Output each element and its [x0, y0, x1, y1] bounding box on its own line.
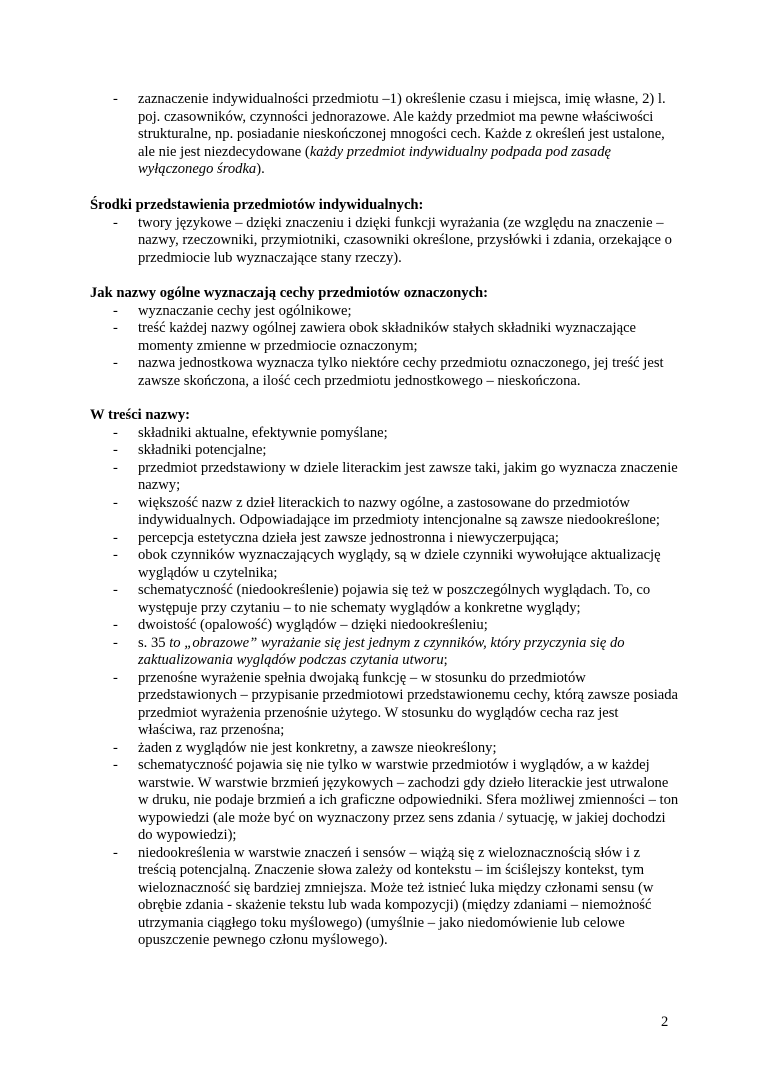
list-item: - niedookreślenia w warstwie znaczeń i sensów – wiążą się z wieloznacznością słów i z treścią potencjalną. Znaczenie słowa zależy od kontekstu – im ściślejszy kontekst, tym wieloznaczność się bardziej zmniejsza. Może też istnieć luka między członami sensu (w obrębie zdania - skażenie tekstu lub wada kompozycji) (między zdaniami – niemożność utrzymania ciągłego toku myślowego) (umyślnie – jako niedomówienie lub celowe opuszczenie pewnego członu myślowego).: [90, 845, 680, 950]
section-heading: Środki przedstawienia przedmiotów indywidualnych:: [90, 197, 424, 213]
intro-italic-text: każdy przedmiot indywidualny podpada pod zasadę wyłączonego środka: [138, 143, 611, 177]
list-item: - większość nazw z dzieł literackich to nazwy ogólne, a zastosowane do przedmiotów indywidualnych. Odpowiadające im przedmioty intencjonalne są zawsze niedookreślone;: [90, 495, 680, 530]
list-item: - żaden z wyglądów nie jest konkretny, a zawsze nieokreślony;: [90, 740, 680, 758]
list-item: - obok czynników wyznaczających wyglądy, są w dziele czynniki wywołujące aktualizację wyglądów u czytelnika;: [90, 547, 680, 582]
list-item: - dwoistość (opalowość) wyglądów – dzięki niedookreśleniu;: [90, 617, 680, 635]
quote-suffix: ;: [443, 652, 448, 668]
list-item: - percepcja estetyczna dzieła jest zawsze jednostronna i niewyczerpująca;: [90, 530, 680, 548]
list-item: - przedmiot przedstawiony w dziele literackim jest zawsze taki, jakim go wyznacza znaczenie nazwy;: [90, 460, 680, 495]
section-heading: W treści nazwy:: [90, 407, 190, 423]
list-item: - przenośne wyrażenie spełnia dwojaką funkcję – w stosunku do przedmiotów przedstawionych – przypisanie przedmiotowi przedstawionemu cechy, którą zawsze posiada przedmiot wyrażenia przenośnie użytego. W stosunku do wyglądów cecha raz jest właściwa, raz przenośna;: [90, 670, 680, 740]
intro-end-text: ).: [256, 161, 265, 177]
intro-list: [90, 91, 680, 179]
list-item: - składniki aktualne, efektywnie pomyślane;: [90, 425, 680, 443]
list-item: [90, 635, 680, 670]
intro-text: zaznaczenie indywidualności przedmiotu –1) określenie czasu i miejsca, imię własne, 2) l. poj. czasowników, czynności jednorazowe. Ale każdy przedmiot ma pewne właściwości strukturalne, np. posiadanie nieskończonej mnogości cech. Każde z określeń jest ustalone, ale nie jest niezdecydowane (: [138, 91, 666, 160]
section-heading: Jak nazwy ogólne wyznaczają cechy przedmiotów oznaczonych:: [90, 285, 489, 301]
list-item: - nazwa jednostkowa wyznacza tylko niektóre cechy przedmiotu oznaczonego, jej treść jest zawsze skończona, a ilość cech przedmiotu jednostkowego – nieskończona.: [90, 355, 680, 390]
list-item: [90, 91, 680, 179]
list-item: - wyznaczanie cechy jest ogólnikowe;: [90, 303, 680, 321]
section-list: [90, 303, 680, 391]
section-list: [90, 425, 680, 950]
section-list: [90, 215, 680, 268]
list-item: - schematyczność (niedookreślenie) pojawia się też w poszczególnych wyglądach. To, co występuje przy czytaniu – to nie schematy wyglądów a konkretne wyglądy;: [90, 582, 680, 617]
quote-italic: to „obrazowe” wyrażanie się jest jednym z czynników, który przyczynia się do zaktualizowania wyglądów podczas czytania utworu: [138, 634, 625, 668]
section-general-names: [90, 285, 680, 390]
list-item: - składniki potencjalne;: [90, 442, 680, 460]
intro-block: [90, 91, 680, 179]
page-number: 2: [661, 1014, 669, 1030]
quote-prefix: s. 35: [138, 634, 170, 651]
list-item: - twory językowe – dzięki znaczeniu i dzięki funkcji wyrażania (ze względu na znaczenie – nazwy, rzeczowniki, przymiotniki, czasowniki określone, przysłówki i zdania, orzekające o przedmiocie lub wyznaczające stany rzeczy).: [90, 215, 680, 268]
list-item: - treść każdej nazwy ogólnej zawiera obok składników stałych składniki wyznaczające momenty zmienne w przedmiocie oznaczonym;: [90, 320, 680, 355]
section-means: [90, 197, 680, 267]
section-name-content: [90, 407, 680, 950]
list-item: - schematyczność pojawia się nie tylko w warstwie przedmiotów i wyglądów, a w każdej warstwie. W warstwie brzmień językowych – zachodzi gdy dzieło literackie jest utrwalone w druku, nie podaje brzmień a ich graficzne odpowiedniki. Sfera możliwej zmienności – ton wypowiedzi (ale może być on wyznaczony przez sens zdania / sytuację, w jakiej dochodzi do wypowiedzi);: [90, 757, 680, 845]
